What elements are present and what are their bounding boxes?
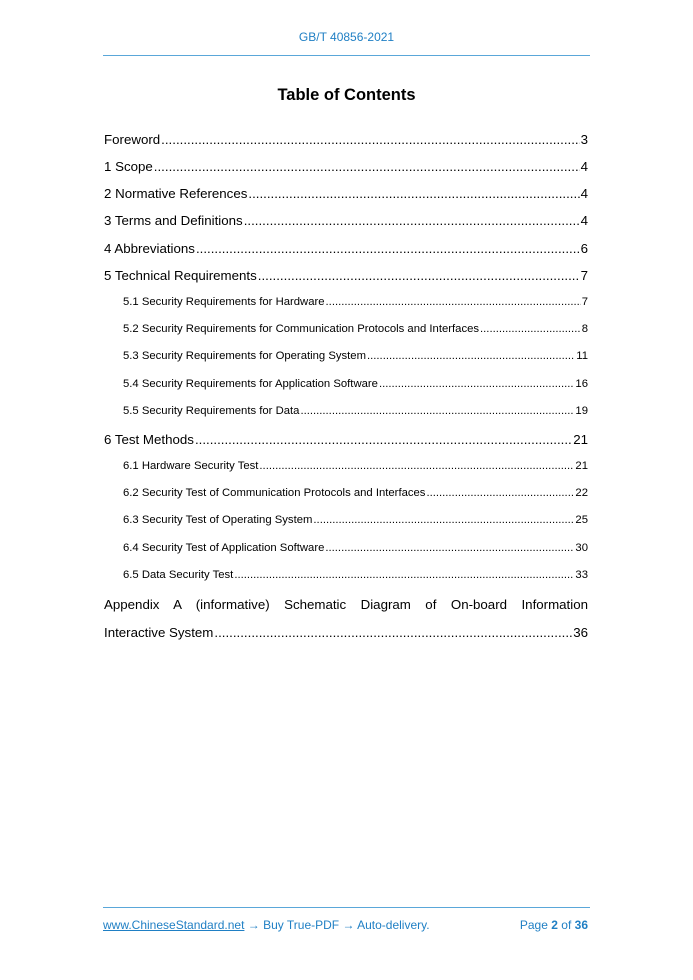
toc-entry-label: 6.1 Hardware Security Test [123,460,259,472]
footer-promo [103,918,430,932]
toc-entry-page: 4 [580,213,588,228]
toc-entry-6-5[interactable] [123,569,588,581]
toc-entry-page: 4 [580,186,588,201]
toc-entry-6-3[interactable] [123,514,588,526]
toc-entry-foreword[interactable] [104,132,588,147]
toc-entry-page: 21 [573,432,588,447]
toc-entry-6-1[interactable] [123,460,588,472]
toc-entry-5-1[interactable] [123,296,588,308]
toc-entry-page: 19 [575,405,588,417]
leader-dots [234,569,574,581]
toc-entry-page: 30 [575,542,588,554]
toc-entry-scope[interactable] [104,159,588,174]
toc-entry-normative-references[interactable] [104,186,588,201]
toc-entry-appendix-a[interactable]: Appendix A (informative) Schematic Diagram of On-board Information [104,597,588,612]
leader-dots [196,241,580,256]
toc-entry-label: 5.5 Security Requirements for Data [123,405,300,417]
toc-entry-5-5[interactable] [123,405,588,417]
toc-entry-page: 33 [575,569,588,581]
toc-entry-page: 36 [573,625,588,640]
leader-dots [259,460,574,472]
leader-dots [214,625,572,640]
toc-entry-label: 6.4 Security Test of Application Software [123,542,325,554]
total-pages-number: 36 [574,918,588,932]
toc-entry-5-2[interactable] [123,323,588,335]
toc-entry-label: Interactive System [104,625,214,640]
page-title: Table of Contents [277,86,416,104]
page-word: Page [519,918,548,932]
toc-entry-page: 25 [575,514,588,526]
leader-dots [244,213,580,228]
toc-entry-label: 2 Normative References [104,186,248,201]
toc-entry-test-methods[interactable] [104,432,588,447]
leader-dots [300,405,574,417]
toc-entry-label: 6 Test Methods [104,432,194,447]
leader-dots [426,487,574,499]
website-link[interactable]: www.ChineseStandard.net [103,918,245,932]
toc-entry-label: 6.3 Security Test of Operating System [123,514,313,526]
leader-dots [258,268,580,283]
toc-entry-terms-definitions[interactable] [104,213,588,228]
toc-entry-page: 7 [581,296,588,308]
leader-dots [325,542,574,554]
toc-entry-label: 1 Scope [104,159,153,174]
toc-entry-label: 6.5 Data Security Test [123,569,234,581]
toc-entry-label: 6.2 Security Test of Communication Protocols and Interfaces [123,487,426,499]
toc-entry-page: 22 [575,487,588,499]
toc-entry-5-3[interactable] [123,350,588,362]
toc-entry-abbreviations[interactable] [104,241,588,256]
toc-entry-label: Foreword [104,132,161,147]
toc-entry-page: 8 [581,323,588,335]
toc-entry-6-4[interactable] [123,542,588,554]
leader-dots [195,432,572,447]
leader-dots [154,159,580,174]
toc-entry-label: 5.1 Security Requirements for Hardware [123,296,325,308]
leader-dots [326,296,581,308]
toc-entry-page: 3 [580,132,588,147]
leader-dots [367,350,575,362]
toc-entry-page: 6 [580,241,588,256]
leader-dots [161,132,579,147]
toc-entry-label: 5.3 Security Requirements for Operating System [123,350,366,362]
toc-entry-appendix-a-continued[interactable] [104,625,588,640]
footer-divider [103,907,590,908]
toc-entry-6-2[interactable] [123,487,588,499]
of-word: of [561,918,572,932]
toc-entry-page: 21 [575,460,588,472]
toc-entry-label: 4 Abbreviations [104,241,195,256]
toc-entry-label: 5.2 Security Requirements for Communication Protocols and Interfaces [123,323,480,335]
toc-entry-page: 16 [575,378,588,390]
leader-dots [248,186,579,201]
promo-text: → Buy True-PDF → Auto-delivery. [244,918,430,932]
toc-entry-label: 5 Technical Requirements [104,268,257,283]
current-page-number: 2 [551,918,558,932]
toc-entry-page: 4 [580,159,588,174]
leader-dots [379,378,574,390]
standard-id: GB/T 40856-2021 [298,30,395,44]
toc-entry-label: 5.4 Security Requirements for Application Software [123,378,378,390]
leader-dots [313,514,574,526]
toc-entry-page: 7 [580,268,588,283]
toc-entry-page: 11 [576,350,588,362]
toc-entry-label: 3 Terms and Definitions [104,213,243,228]
page-counter [520,918,588,932]
toc-entry-5-4[interactable] [123,378,588,390]
toc-entry-technical-requirements[interactable] [104,268,588,283]
leader-dots [480,323,581,335]
